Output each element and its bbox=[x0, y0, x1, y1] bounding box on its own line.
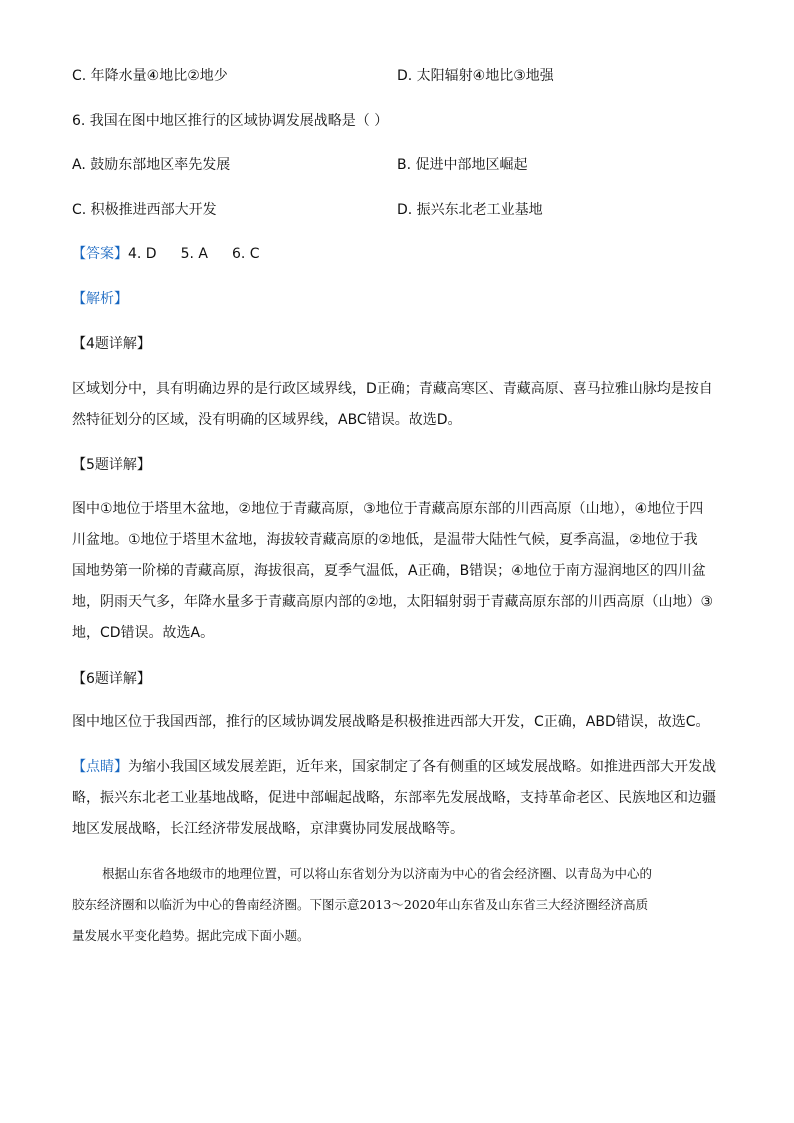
analysis-tag: 【解析】 bbox=[72, 291, 128, 307]
detail6-body bbox=[72, 707, 724, 738]
tip-tag: 【点睛】 bbox=[72, 759, 128, 775]
text-line bbox=[72, 752, 724, 783]
q6-option-b: B. 促进中部地区崛起 bbox=[397, 157, 528, 173]
text-line: 地，CD错误。故选A。 bbox=[72, 625, 215, 641]
text-line: 根据山东省各地级市的地理位置，可以将山东省划分为以济南为中心的省会经济圈、以青岛为中心的 bbox=[102, 866, 653, 881]
material-paragraph bbox=[72, 858, 724, 951]
tip-body bbox=[72, 752, 724, 845]
text-line: 地，阴雨天气多，年降水量多于青藏高原内部的②地，太阳辐射弱于青藏高原东部的川西高原（山地）③ bbox=[72, 594, 714, 610]
q6-option-d: D. 振兴东北老工业基地 bbox=[397, 202, 543, 218]
answer-item: 4. D bbox=[128, 246, 157, 262]
text-line: 胶东经济圈和以临沂为中心的鲁南经济圈。下图示意2013～2020年山东省及山东省三大经济圈经济高质 bbox=[72, 897, 649, 912]
detail6-title: 【6题详解】 bbox=[72, 671, 151, 687]
text-line: 地区发展战略，长江经济带发展战略，京津冀协同发展战略等。 bbox=[72, 821, 464, 837]
text-line: 图中①地位于塔里木盆地，②地位于青藏高原，③地位于青藏高原东部的川西高原（山地），④地位于四 bbox=[72, 501, 704, 517]
text-line: 区域划分中，具有明确边界的是行政区域界线，D正确；青藏高寒区、青藏高原、喜马拉雅山脉均是按自 bbox=[72, 381, 713, 397]
q5-option-c: C. 年降水量④地比②地少 bbox=[72, 68, 228, 84]
tip-first-line: 为缩小我国区域发展差距，近年来，国家制定了各有侧重的区域发展战略。如推进西部大开发战 bbox=[128, 759, 716, 775]
text-line: 然特征划分的区域，没有明确的区域界线，ABC错误。故选D。 bbox=[72, 412, 462, 428]
detail4-body bbox=[72, 374, 724, 436]
detail4-title: 【4题详解】 bbox=[72, 336, 151, 352]
detail5-body bbox=[72, 494, 724, 649]
answer-item: 5. A bbox=[180, 246, 208, 262]
text-line: 川盆地。①地位于塔里木盆地，海拔较青藏高原的②地低，是温带大陆性气候，夏季高温，②地位于我 bbox=[72, 532, 698, 548]
q6-stem: 6. 我国在图中地区推行的区域协调发展战略是（ ） bbox=[72, 113, 389, 129]
text-line: 图中地区位于我国西部，推行的区域协调发展战略是积极推进西部大开发，C正确，ABD错误，故选C。 bbox=[72, 714, 710, 730]
text-line: 量发展水平变化趋势。据此完成下面小题。 bbox=[72, 928, 310, 943]
detail5-title: 【5题详解】 bbox=[72, 457, 151, 473]
q5-option-d: D. 太阳辐射④地比③地强 bbox=[397, 68, 554, 84]
text-line: 略，振兴东北老工业基地战略，促进中部崛起战略，东部率先发展战略，支持革命老区、民族地区和边疆 bbox=[72, 790, 716, 806]
answer-line bbox=[72, 244, 284, 264]
answer-tag: 【答案】 bbox=[72, 246, 128, 262]
answer-item: 6. C bbox=[231, 246, 260, 262]
q6-option-c: C. 积极推进西部大开发 bbox=[72, 202, 217, 218]
q6-option-a: A. 鼓励东部地区率先发展 bbox=[72, 157, 231, 173]
text-line: 国地势第一阶梯的青藏高原，海拔很高，夏季气温低，A正确，B错误；④地位于南方湿润地区的四川盆 bbox=[72, 563, 706, 579]
